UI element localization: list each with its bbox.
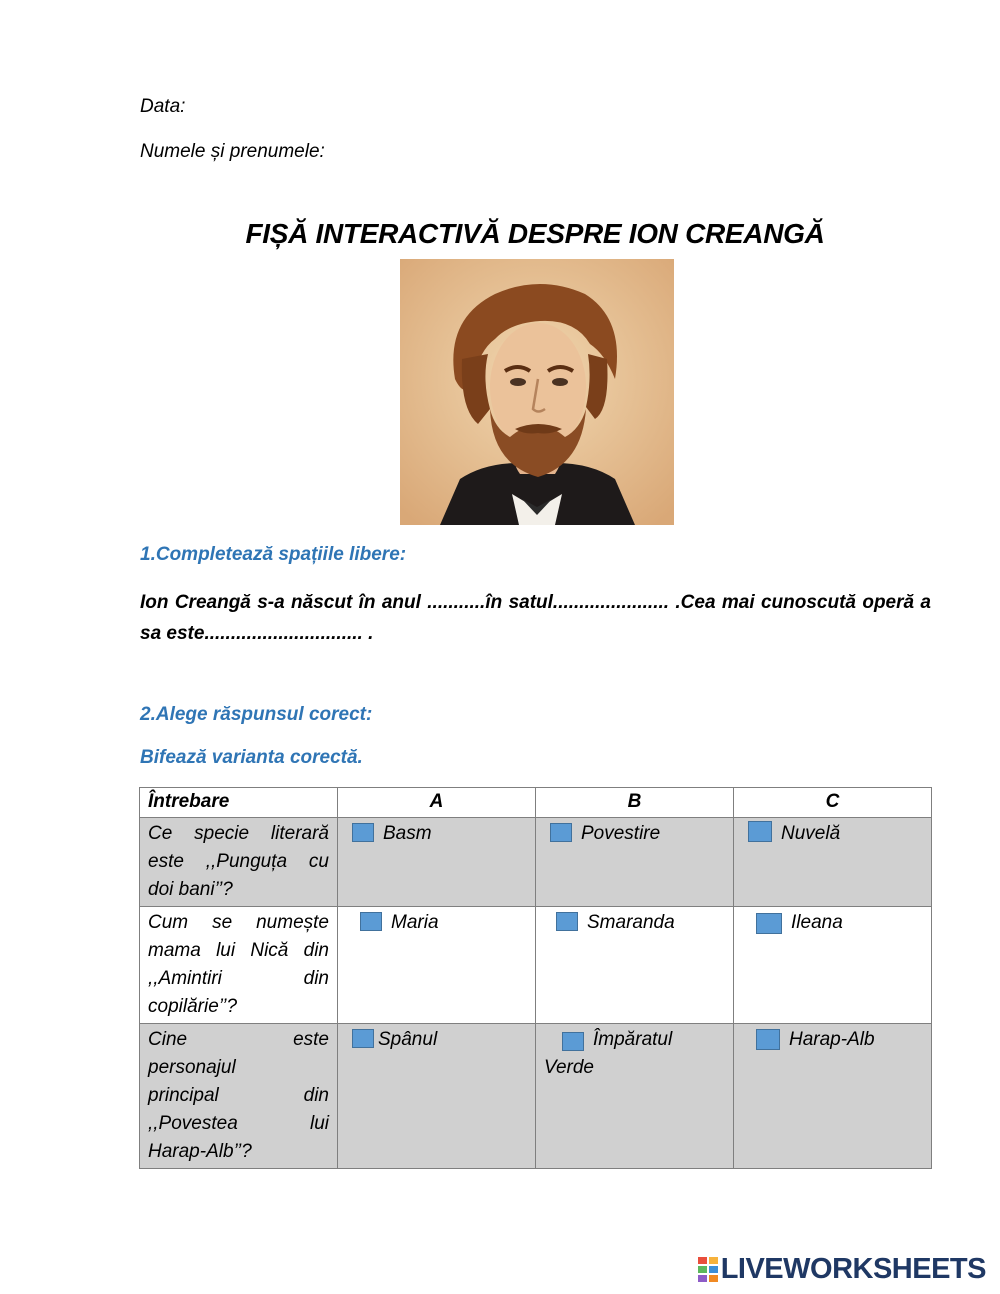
checkbox-icon[interactable] xyxy=(748,821,772,842)
header-option-b: B xyxy=(536,788,734,818)
checkbox-icon[interactable] xyxy=(562,1032,584,1051)
table-row xyxy=(140,1024,932,1169)
option-label: Nuvelă xyxy=(781,823,841,844)
header-option-c: C xyxy=(734,788,932,818)
question-cell: Cum se numește mama lui Nică din ,,Amintiri din copilărie’’? xyxy=(140,907,338,1024)
option-cell[interactable] xyxy=(734,1024,932,1169)
option-cell[interactable] xyxy=(338,907,536,1024)
section2-subheading: Bifează varianta corectă. xyxy=(140,747,363,768)
ion-creanga-portrait xyxy=(400,259,674,525)
option-label: Harap-Alb xyxy=(789,1029,875,1050)
option-label: Maria xyxy=(391,912,439,933)
checkbox-icon[interactable] xyxy=(550,823,572,842)
table-row xyxy=(140,907,932,1024)
option-cell[interactable] xyxy=(536,907,734,1024)
option-label: Ileana xyxy=(791,912,843,933)
option-label: Smaranda xyxy=(587,912,675,933)
checkbox-icon[interactable] xyxy=(756,913,782,934)
section2-heading: 2.Alege răspunsul corect: xyxy=(140,704,373,725)
brand-text: LIVEWORKSHEETS xyxy=(720,1253,986,1285)
option-label: Spânul xyxy=(378,1029,438,1050)
option-cell[interactable] xyxy=(338,1024,536,1169)
option-cell[interactable] xyxy=(734,907,932,1024)
name-label: Numele și prenumele: xyxy=(140,141,325,162)
option-label: Împăratul Verde xyxy=(544,1029,673,1078)
option-cell[interactable] xyxy=(338,818,536,907)
table-header-row xyxy=(140,788,932,818)
fill-in-text[interactable]: Ion Creangă s-a născut în anul ...........în satul...................... .Cea mai cunoscută operă a sa este.............................. . xyxy=(140,592,931,644)
option-cell[interactable] xyxy=(536,818,734,907)
table-row xyxy=(140,818,932,907)
page-title: FIȘĂ INTERACTIVĂ DESPRE ION CREANGĂ xyxy=(245,218,825,249)
checkbox-icon[interactable] xyxy=(756,1029,780,1050)
section1-heading: 1.Completează spațiile libere: xyxy=(140,544,407,565)
header-option-a: A xyxy=(338,788,536,818)
checkbox-icon[interactable] xyxy=(352,823,374,842)
question-cell: Ce specie literară este ,,Punguța cu doi bani’’? xyxy=(140,818,338,907)
question-cell: Cine este personajul principal din ,,Povestea lui Harap-Alb’’? xyxy=(140,1024,338,1169)
option-cell[interactable] xyxy=(734,818,932,907)
option-label: Povestire xyxy=(581,823,661,844)
checkbox-icon[interactable] xyxy=(360,912,382,931)
option-cell[interactable] xyxy=(536,1024,734,1169)
checkbox-icon[interactable] xyxy=(556,912,578,931)
checkbox-icon[interactable] xyxy=(352,1029,374,1048)
quiz-table xyxy=(139,787,932,1169)
date-label: Data: xyxy=(140,96,186,117)
liveworksheets-logo-icon xyxy=(698,1257,718,1282)
header-question: Întrebare xyxy=(140,788,338,818)
liveworksheets-brand[interactable] xyxy=(698,1253,986,1286)
option-label: Basm xyxy=(383,823,432,844)
